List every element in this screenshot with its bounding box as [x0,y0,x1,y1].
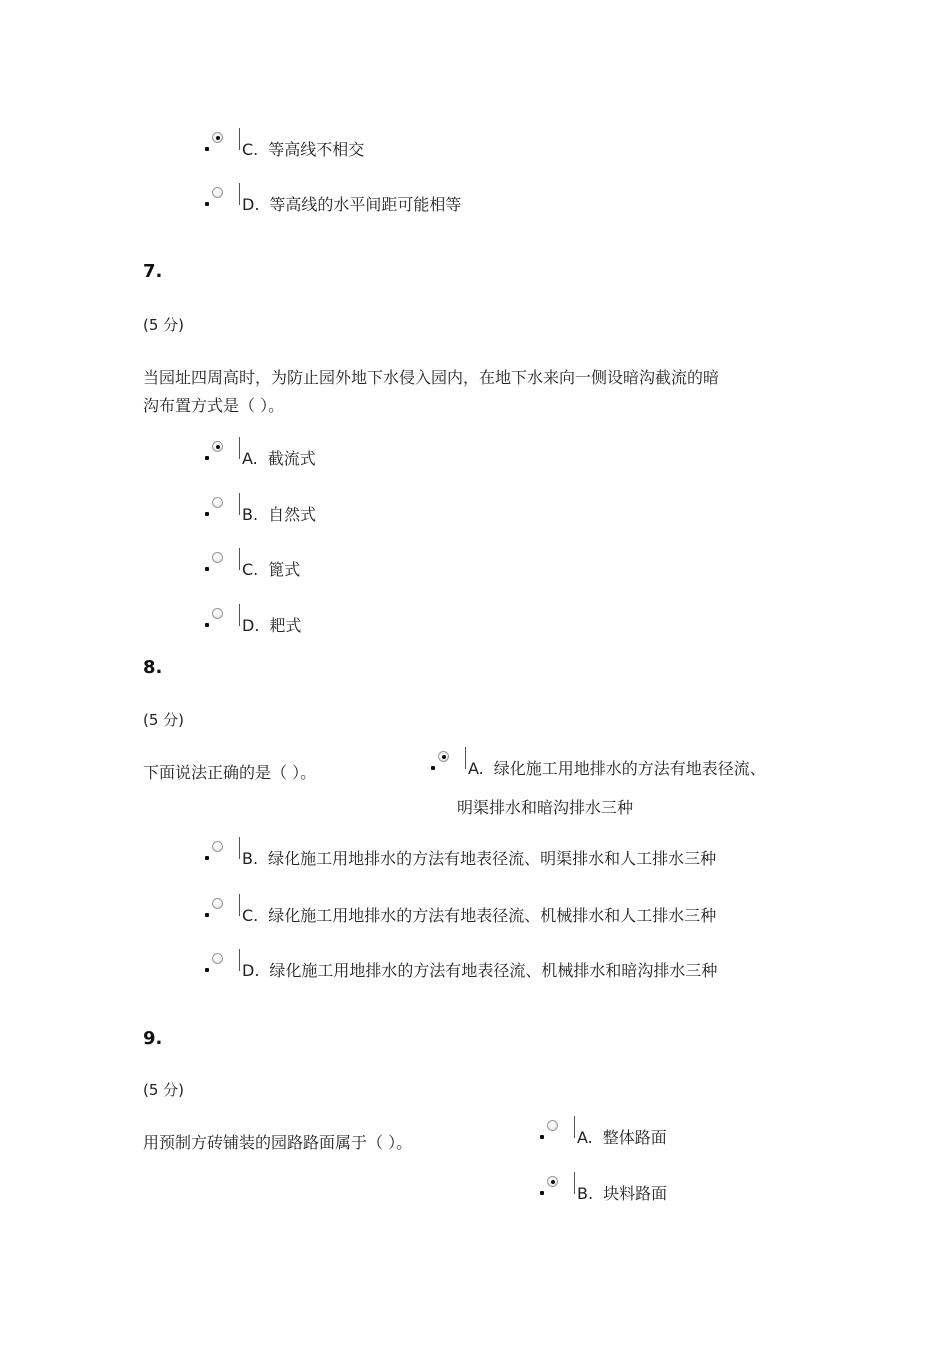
divider [239,894,240,916]
divider [239,493,240,515]
dot-icon [205,147,209,151]
question-stem: 沟布置方式是（ ）。 [143,396,285,415]
divider [574,1172,575,1194]
option-label: D. 绿化施工用地排水的方法有地表径流、机械排水和暗沟排水三种 [242,961,718,980]
divider [239,183,240,205]
dot-icon [540,1191,544,1195]
option-label: B. 自然式 [242,505,317,524]
radio-checked-icon[interactable] [438,751,449,762]
radio-icon[interactable] [212,953,223,964]
radio-checked-icon[interactable] [212,132,223,143]
option-label: B. 绿化施工用地排水的方法有地表径流、明渠排水和人工排水三种 [242,849,717,868]
question-number: 8. [143,657,163,678]
divider [239,837,240,859]
radio-icon[interactable] [212,608,223,619]
option-label: A. 绿化施工用地排水的方法有地表径流、 [468,759,766,778]
dot-icon [205,567,209,571]
divider [239,949,240,971]
dot-icon [205,202,209,206]
radio-icon[interactable] [212,497,223,508]
option-label: A. 整体路面 [577,1128,667,1147]
option-label: D. 等高线的水平间距可能相等 [242,195,462,214]
divider [239,548,240,570]
option-label: A. 截流式 [242,449,316,468]
dot-icon [205,968,209,972]
radio-icon[interactable] [212,552,223,563]
option-label: D. 耙式 [242,616,302,635]
question-stem: 用预制方砖铺装的园路路面属于（ ）。 [143,1133,413,1152]
dot-icon [205,512,209,516]
radio-checked-icon[interactable] [547,1176,558,1187]
dot-icon [431,766,435,770]
dot-icon [540,1135,544,1139]
option-label: C. 等高线不相交 [242,140,365,159]
option-label-continued: 明渠排水和暗沟排水三种 [457,798,634,817]
divider [239,437,240,459]
dot-icon [205,856,209,860]
divider [574,1116,575,1138]
dot-icon [205,913,209,917]
radio-checked-icon[interactable] [212,441,223,452]
option-label: C. 篦式 [242,560,301,579]
radio-icon[interactable] [212,898,223,909]
radio-icon[interactable] [547,1120,558,1131]
radio-icon[interactable] [212,841,223,852]
dot-icon [205,456,209,460]
question-stem: 当园址四周高时，为防止园外地下水侵入园内，在地下水来向一侧设暗沟截流的暗 [143,368,720,387]
option-label: C. 绿化施工用地排水的方法有地表径流、机械排水和人工排水三种 [242,906,717,925]
divider [239,604,240,626]
question-score: (5 分) [143,1081,185,1099]
divider [239,128,240,150]
dot-icon [205,623,209,627]
question-number: 7. [143,261,163,282]
question-score: (5 分) [143,711,185,729]
divider [465,747,466,769]
question-stem: 下面说法正确的是（ ）。 [143,763,317,782]
option-label: B. 块料路面 [577,1184,668,1203]
question-score: (5 分) [143,316,185,334]
question-number: 9. [143,1028,163,1049]
radio-icon[interactable] [212,187,223,198]
